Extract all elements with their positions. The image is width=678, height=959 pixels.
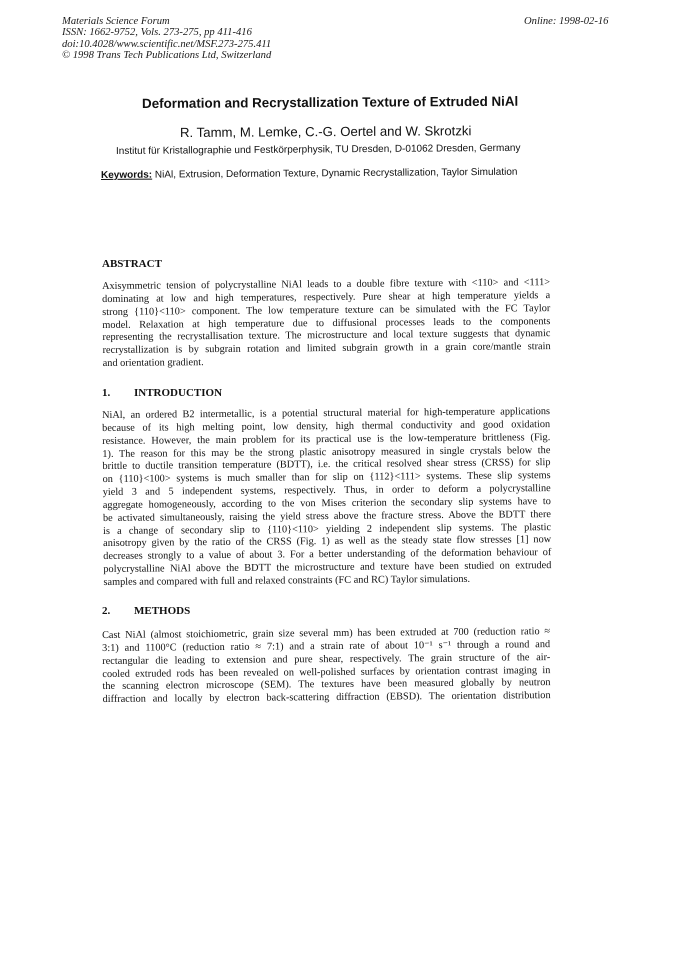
issn-line: ISSN: 1662-9752, Vols. 273-275, pp 411-416 bbox=[62, 27, 252, 39]
methods-line: the scanning electron microscope (SEM). The textures have been measured globally by neutron bbox=[102, 677, 551, 693]
abstract-line: representing the recrystallisation texture. The microstructure and local texture suggests that dynamic bbox=[102, 328, 551, 344]
author-list: R. Tamm, M. Lemke, C.-G. Oertel and W. Skrotzki bbox=[179, 123, 472, 140]
methods-line: Cast NiAl (almost stoichiometric, grain size several mm) has been extruded at 700 (reduction ratio ≈ bbox=[102, 626, 551, 641]
doi-line[interactable]: doi:10.4028/www.scientific.net/MSF.273-275.411 bbox=[62, 38, 272, 50]
section-number: 1. bbox=[102, 387, 111, 399]
methods-line: cooled extruded rods has been revealed on well-polished surfaces by orientation contrast imaging in bbox=[102, 664, 551, 680]
abstract-line: Axisymmetric tension of polycrystalline NiAl leads to a double fibre texture with <110> and <111> bbox=[102, 277, 551, 292]
online-date: Online: 1998-02-16 bbox=[524, 16, 609, 27]
abstract-line: recrystallization is by subgrain rotation and limited subgrain growth in a grain core/mantle strain bbox=[102, 341, 551, 357]
intro-line: yield 3 and 5 independent systems, respectively. Thus, in order to deform a polycrystalline bbox=[102, 483, 551, 499]
section-title: METHODS bbox=[134, 605, 191, 617]
intro-line: be activated simultaneously, raising the yield stress above the fracture stress. Above the BDTT there bbox=[102, 508, 551, 524]
intro-line: samples and compared with full and relaxed constraints (FC and RC) Taylor simulations. bbox=[103, 573, 471, 588]
paper-title: Deformation and Recrystallization Texture of Extruded NiAl bbox=[141, 93, 519, 111]
intro-line: resistance. However, the main problem for its practical use is the low-temperature brittleness (Fig. bbox=[102, 431, 551, 447]
section-2-heading bbox=[102, 605, 190, 617]
section-1-heading bbox=[102, 387, 222, 399]
citation-header bbox=[62, 16, 482, 62]
introduction-paragraph bbox=[102, 406, 552, 590]
abstract-line: and orientation gradient. bbox=[102, 357, 204, 370]
abstract-line: model. Relaxation at high temperature due to diffusional processes leads to the components bbox=[102, 315, 551, 331]
abstract-line: strong {110}<110> component. The low temperature texture can be simulated with the FC Taylor bbox=[102, 302, 551, 318]
copyright-line: © 1998 Trans Tech Publications Ltd, Switzerland bbox=[62, 50, 272, 62]
methods-line: diffraction and locally by electron back-scattering diffraction (EBSD). The orientation distribution bbox=[102, 690, 551, 706]
keywords-label: Keywords: bbox=[100, 169, 153, 181]
intro-line: 1). The reason for this may be the strong plastic anisotropy measured in single crystals below the bbox=[102, 444, 551, 460]
abstract-line: dominating at low and high temperatures, respectively. Pure shear at high temperature yields a bbox=[102, 289, 551, 305]
affiliation: Institut für Kristallographie und Festkörperphysik, TU Dresden, D-01062 Dresden, Germany bbox=[115, 142, 521, 157]
intro-line: brittle to ductile transition temperature (BDTT), i.e. the critical resolved shear stress (CRSS) for slip bbox=[102, 457, 551, 473]
methods-paragraph bbox=[102, 626, 551, 707]
intro-line: anisotropy given by the ratio of the CRSS (Fig. 1) as well as the steady state flow stresses [1] now bbox=[103, 534, 552, 550]
intro-line: decreases strongly to a value of about 3. For a better understanding of the deformation behaviour of bbox=[103, 547, 552, 563]
keywords-text: NiAl, Extrusion, Deformation Texture, Dynamic Recrystallization, Taylor Simulation bbox=[154, 166, 518, 181]
keywords-line bbox=[101, 167, 518, 181]
journal-name: Materials Science Forum bbox=[62, 16, 170, 27]
methods-line: rectangular die leading to extension and pure shear, respectively. The grain structure of the air- bbox=[102, 651, 551, 667]
intro-line: because of its high melting point, low density, high thermal conductivity and good oxidation bbox=[102, 418, 551, 434]
methods-line: 3:1) and 1100°C (reduction ratio ≈ 7:1) and a strain rate of about 10⁻¹ s⁻¹ through a round and bbox=[102, 638, 551, 654]
section-number: 2. bbox=[102, 605, 111, 617]
intro-line: is a change of secondary slip to {110}<110> yielding 2 independent slip systems. The plastic bbox=[103, 521, 552, 537]
intro-line: aggregate homogeneously, according to the von Mises criterion the secondary slip systems have to bbox=[102, 495, 551, 511]
intro-line: on {110}<100> systems is much smaller than for slip on {112}<111> systems. These slip systems bbox=[102, 470, 551, 486]
section-title: INTRODUCTION bbox=[134, 387, 223, 399]
intro-line: polycrystalline NiAl above the BDTT the microstructure and texture have been studied on extruded bbox=[103, 560, 552, 576]
abstract-heading: ABSTRACT bbox=[102, 258, 162, 270]
intro-line: NiAl, an ordered B2 intermetallic, is a potential structural material for high-temperature applications bbox=[102, 406, 551, 421]
abstract-paragraph bbox=[102, 277, 551, 371]
